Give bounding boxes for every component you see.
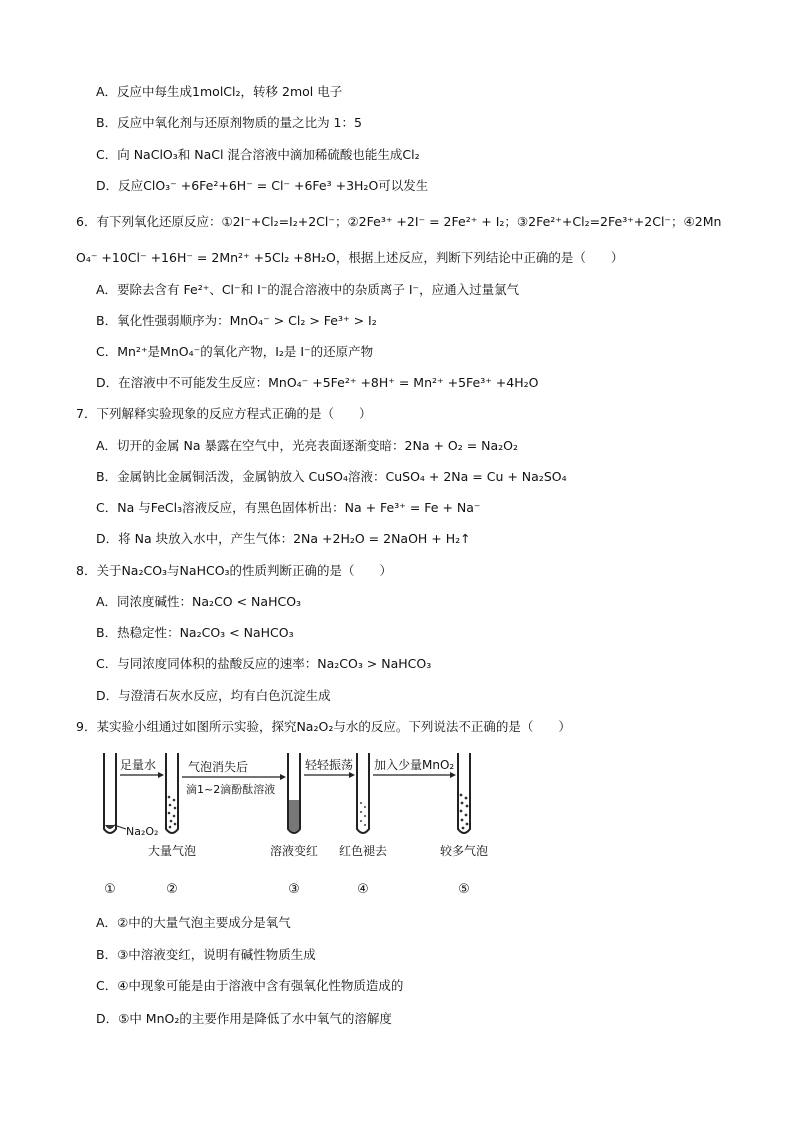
arrow-1	[120, 772, 164, 778]
answer-option-q8d: D．与澄清石灰水反应，均有白色沉淀生成	[96, 688, 331, 703]
tube-4	[357, 753, 369, 833]
answer-option-q8b: B．热稳定性：Na₂CO₃ < NaHCO₃	[96, 625, 294, 640]
answer-option-q6c: C．Mn²⁺是MnO₄⁻的氧化产物，I₂是 I⁻的还原产物	[96, 344, 374, 359]
answer-option-q6b: B．氧化性强弱顺序为：MnO₄⁻ > Cl₂ > Fe³⁺ > I₂	[96, 313, 377, 328]
answer-option-q9b: B．③中溶液变红，说明有碱性物质生成	[96, 947, 316, 962]
caption-2: 大量气泡	[147, 844, 197, 858]
answer-option-q7b: B．金属钠比金属铜活泼，金属钠放入 CuSO₄溶液：CuSO₄ + 2Na = Cu + Na₂SO₄	[96, 469, 567, 484]
reagent-label: Na₂O₂	[126, 825, 159, 838]
answer-option-q6d: D．在溶液中不可能发生反应：MnO₄⁻ +5Fe²⁺ +8H⁺ = Mn²⁺ +5Fe³⁺ +4H₂O	[96, 375, 539, 390]
number-4: ④	[357, 882, 369, 897]
arrow-4	[373, 772, 456, 778]
question-text-q8: 8．关于Na₂CO₃与NaHCO₃的性质判断正确的是（ ）	[76, 563, 393, 578]
answer-option-q9d: D．⑤中 MnO₂的主要作用是降低了水中氧气的溶解度	[96, 1011, 392, 1026]
answer-option-q5b: B．反应中氧化剂与还原剂物质的量之比为 1：5	[96, 115, 362, 130]
arrow-2-label-bottom: 滴1~2滴酚酞溶液	[186, 783, 276, 796]
question-text-q7: 7．下列解释实验现象的反应方程式正确的是（ ）	[76, 406, 372, 421]
answer-option-q7a: A．切开的金属 Na 暴露在空气中，光亮表面逐渐变暗：2Na + O₂ = Na₂O₂	[96, 438, 519, 453]
question-text-q9: 9．某实验小组通过如图所示实验，探究Na₂O₂与水的反应。下列说法不正确的是（ ）	[76, 719, 571, 734]
question-text-q6: 6．有下列氧化还原反应：①2I⁻+Cl₂=I₂+2Cl⁻；②2Fe³⁺ +2I⁻ = 2Fe²⁺ + I₂；③2Fe²⁺+Cl₂=2Fe³⁺+2Cl⁻；④2Mn	[76, 214, 722, 229]
arrow-3-label: 轻轻振荡	[305, 758, 354, 772]
number-3: ③	[288, 882, 300, 897]
caption-4: 红色褪去	[338, 844, 388, 858]
tube-5	[458, 753, 470, 833]
arrow-4-label: 加入少量MnO₂	[374, 758, 455, 772]
answer-option-q8a: A．同浓度碱性：Na₂CO < NaHCO₃	[96, 594, 302, 609]
arrow-3	[304, 772, 355, 778]
answer-option-q5a: A．反应中每生成1molCl₂，转移 2mol 电子	[96, 84, 343, 99]
arrow-2-label-top: 气泡消失后	[188, 760, 249, 774]
answer-option-q6a: A．要除去含有 Fe²⁺、Cl⁻和 I⁻的混合溶液中的杂质离子 I⁻，应通入过量氯气	[96, 282, 520, 297]
number-5: ⑤	[458, 882, 470, 897]
question-text-q6cont: O₄⁻ +10Cl⁻ +16H⁻ = 2Mn²⁺ +5Cl₂ +8H₂O，根据上述反应，判断下列结论中正确的是（ ）	[76, 250, 624, 265]
experiment-figure	[96, 745, 516, 905]
number-2: ②	[166, 882, 178, 897]
tube-2	[166, 753, 178, 833]
caption-3: 溶液变红	[269, 844, 319, 858]
answer-option-q9a: A．②中的大量气泡主要成分是氧气	[96, 915, 291, 930]
number-1: ①	[104, 882, 116, 897]
answer-option-q9c: C．④中现象可能是由于溶液中含有强氧化性物质造成的	[96, 978, 404, 993]
answer-option-q7c: C．Na 与FeCl₃溶液反应，有黑色固体析出：Na + Fe³⁺ = Fe + Na⁻	[96, 500, 481, 515]
answer-option-q8c: C．与同浓度同体积的盐酸反应的速率：Na₂CO₃ > NaHCO₃	[96, 656, 432, 671]
caption-5: 较多气泡	[439, 844, 489, 858]
tube-3	[288, 753, 300, 833]
answer-option-q5d: D．反应ClO₃⁻ +6Fe²+6H⁻ = Cl⁻ +6Fe³ +3H₂O可以发生	[96, 178, 429, 193]
answer-option-q5c: C．向 NaClO₃和 NaCl 混合溶液中滴加稀硫酸也能生成Cl₂	[96, 147, 420, 162]
arrow-1-label: 足量水	[120, 758, 157, 772]
arrow-2	[182, 774, 286, 780]
answer-option-q7d: D．将 Na 块放入水中，产生气体：2Na +2H₂O = 2NaOH + H₂↑	[96, 531, 471, 546]
